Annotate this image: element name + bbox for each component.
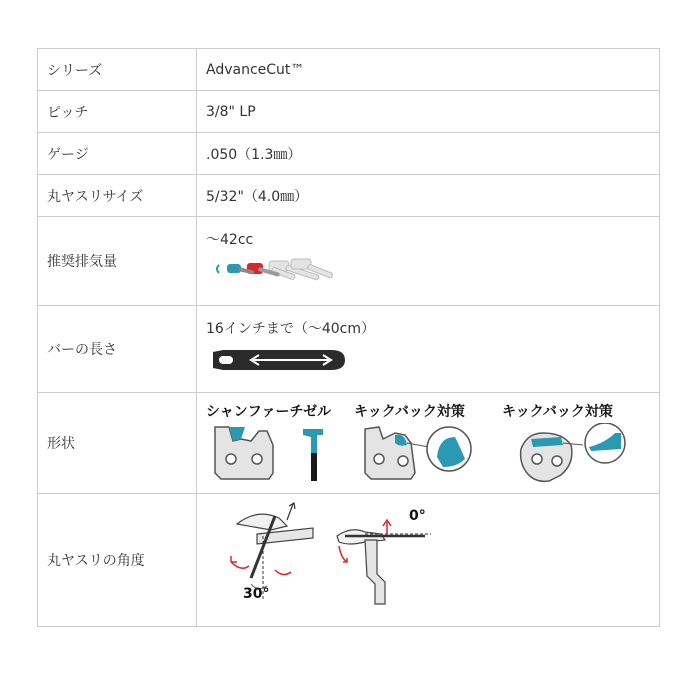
table-row <box>38 494 660 627</box>
label-file-size: 丸ヤスリサイズ <box>38 175 197 217</box>
value-series: AdvanceCut™ <box>197 49 660 91</box>
file-angle-30-illustration <box>217 500 327 610</box>
label-series: シリーズ <box>38 49 197 91</box>
file-angle-0-illustration <box>325 512 435 612</box>
guide-bar-icon <box>211 346 347 374</box>
label-gauge: ゲージ <box>38 133 197 175</box>
value-file-size: 5/32"（4.0㎜） <box>197 175 660 217</box>
table-row <box>38 91 660 133</box>
table-row <box>38 393 660 494</box>
label-shape: 形状 <box>38 393 197 494</box>
caption-chamfer-chisel: シャンファーチゼル <box>206 404 332 420</box>
label-bar-length: バーの長さ <box>38 306 197 393</box>
caption-kickback-2: キックバック対策 <box>502 404 613 420</box>
angle-30-label: 30° <box>243 586 270 602</box>
angle-0-label: 0° <box>409 508 426 524</box>
table-row <box>38 133 660 175</box>
caption-kickback-1: キックバック対策 <box>354 404 465 420</box>
table-row <box>38 217 660 306</box>
label-displacement: 推奨排気量 <box>38 217 197 306</box>
chamfer-chisel-cutter-icon <box>211 423 337 483</box>
table-row <box>38 175 660 217</box>
value-gauge: .050（1.3㎜） <box>197 133 660 175</box>
kickback-cutter-icon-1 <box>361 423 481 483</box>
label-pitch: ピッチ <box>38 91 197 133</box>
chainsaw-illustration <box>211 255 341 291</box>
value-bar-length: 16インチまで（～40cm） <box>206 321 375 337</box>
label-file-angle: 丸ヤスリの角度 <box>38 494 197 627</box>
value-shape-cell <box>197 393 660 494</box>
table-row <box>38 49 660 91</box>
value-pitch: 3/8" LP <box>197 91 660 133</box>
value-file-angle-cell <box>197 494 660 627</box>
spec-table <box>37 48 660 627</box>
table-row <box>38 306 660 393</box>
kickback-cutter-icon-2 <box>517 423 637 487</box>
value-bar-length-cell <box>197 306 660 393</box>
value-displacement: ～42cc <box>206 232 254 248</box>
value-displacement-cell <box>197 217 660 306</box>
